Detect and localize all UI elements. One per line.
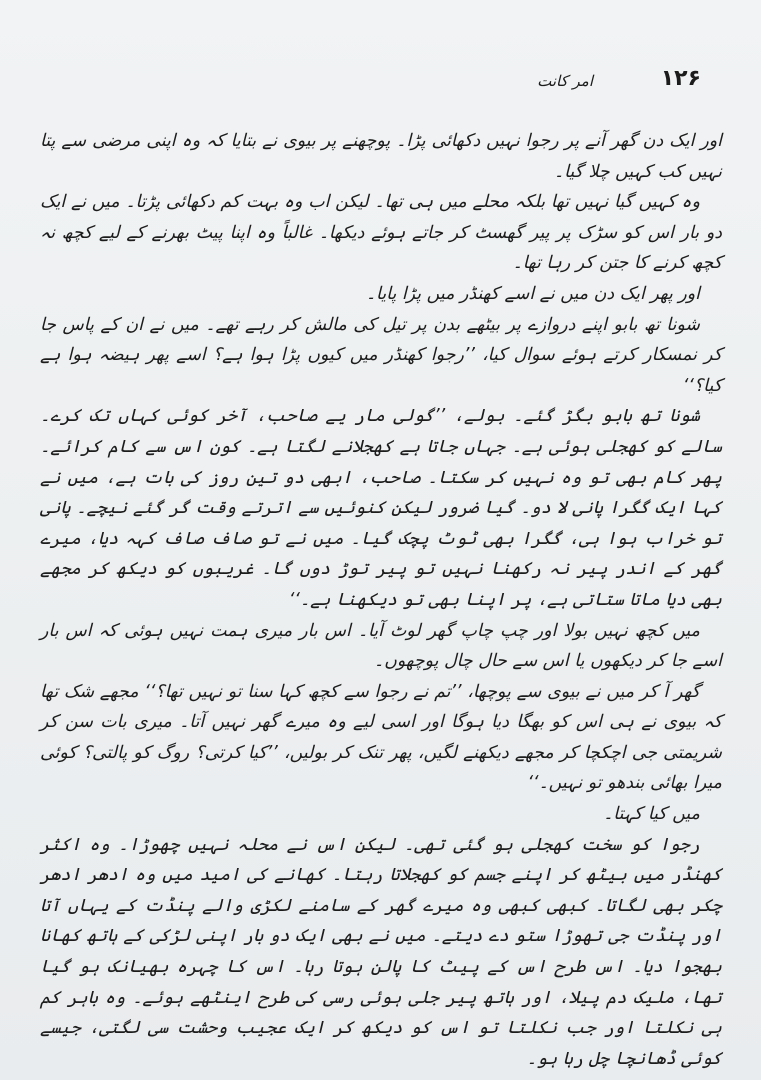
paragraph: رجوا کو سخت کھجلی ہو گئی تھی۔ لیکن اس نے محلہ نہیں چھوڑا۔ وہ اکثر کھنڈر میں بیٹھ کر اپنے جسم کو کھجلاتا رہتا۔ کھانے کی امید میں وہ ادھر ادھر چکر بھی لگاتا۔ کبھی کبھی وہ میرے گھر کے سامنے لکڑی والے پنڈت کے یہاں آتا اور پنڈت جی تھوڑا ستو دے دیتے۔ میں نے بھی ایک دو بار اپنی لڑکی کے ہاتھ کھانا بھجوا دیا۔ اس طرح اس کے پیٹ کا پالن ہوتا رہا۔ اس کا چہرہ بھیانک ہو گیا تھا، ملیک دم پیلا، اور ہاتھ پیر جلی ہوئی رسی کی طرح اینٹھے ہوئے۔ وہ باہر کم ہی نکلتا اور جب نکلتا تو اس کو دیکھ کر ایک عجیب وحشت سی لگتی، جیسے کوئی ڈھانچا چل رہا ہو۔: [40, 834, 722, 1069]
paragraph: وہ کہیں گیا نہیں تھا بلکہ محلے میں ہی تھا۔ لیکن اب وہ بہت کم دکھائی پڑتا۔ میں نے ایک دو بار اس کو سڑک پر پیر گھسٹ کر جاتے ہوئے دیکھا۔ غالباً وہ اپنا پیٹ بھرنے کے لیے کچھ نہ کچھ کرنے کا جتن کر رہا تھا۔: [40, 192, 722, 274]
paragraph: شونا تھ بابو اپنے دروازے پر بیٹھے بدن پر تیل کی مالش کر رہے تھے۔ میں نے ان کے پاس جا کر نمسکار کرتے ہوئے سوال کیا، ’’رجوا کھنڈر میں کیوں پڑا ہوا ہے؟ اسے پھر ہیضہ ہوا ہے کیا؟‘‘: [40, 314, 722, 396]
page-number: ۱۲۶: [660, 66, 701, 91]
paragraph: گھر آ کر میں نے بیوی سے پوچھا، ’’تم نے رجوا سے کچھ کہا سنا تو نہیں تھا؟‘‘ مجھے شک تھا کہ بیوی نے ہی اس کو بھگا دیا ہوگا اور اسی لیے وہ میرے گھر نہیں آتا۔ میری بات سن کر شریمتی جی اچکچا کر مجھے دیکھنے لگیں، پھر تنک کر بولیں، ’’کیا کرتی؟ روگ کو پالتی؟ کوئی میرا بھائی بندھو تو نہیں۔‘‘: [40, 681, 722, 794]
page-header: [0, 66, 761, 96]
running-title: امر کانت: [537, 72, 593, 90]
paragraph: شونا تھ بابو بگڑ گئے۔ بولے، ’’گولی مار یے صاحب، آخر کوئی کہاں تک کرے۔ سالے کو کھجلی ہوئی ہے۔ جہاں جاتا ہے کھجلانے لگتا ہے۔ کون اس سے کام کرائے۔ پھر کام بھی تو وہ نہیں کر سکتا۔ صاحب، ابھی دو تین روز کی بات ہے، میں نے کہا ایک گگرا پانی لا دو۔ گیا ضرور لیکن کنوئیں سے اترتے وقت گر گئے نیچے۔ پانی تو خراب ہوا ہی، گگرا بھی ٹوٹ پچک گیا۔ میں نے تو صاف صاف کہہ دیا، میرے گھر کے اندر پیر نہ رکھنا نہیں تو پیر توڑ دوں گا۔ غریبوں کو دیکھ کر مجھے بھی دیا ماتا ستاتی ہے، پر اپنا بھی تو دیکھنا ہے۔‘‘: [40, 406, 722, 610]
paragraph: اور ایک دن گھر آنے پر رجوا نہیں دکھائی پڑا۔ پوچھنے پر بیوی نے بتایا کہ وہ اپنی مرضی سے پتا نہیں کب کہیں چلا گیا۔: [40, 131, 722, 182]
body-text: [40, 126, 722, 1074]
paragraph: میں کچھ نہیں بولا اور چپ چاپ گھر لوٹ آیا۔ اس بار میری ہمت نہیں ہوئی کہ اس بار اسے جا کر دیکھوں یا اس سے حال چال پوچھوں۔: [40, 620, 722, 672]
paragraph: اور پھر ایک دن میں نے اسے کھنڈر میں پڑا پایا۔: [365, 283, 700, 304]
paragraph: میں کیا کہتا۔: [603, 804, 700, 825]
